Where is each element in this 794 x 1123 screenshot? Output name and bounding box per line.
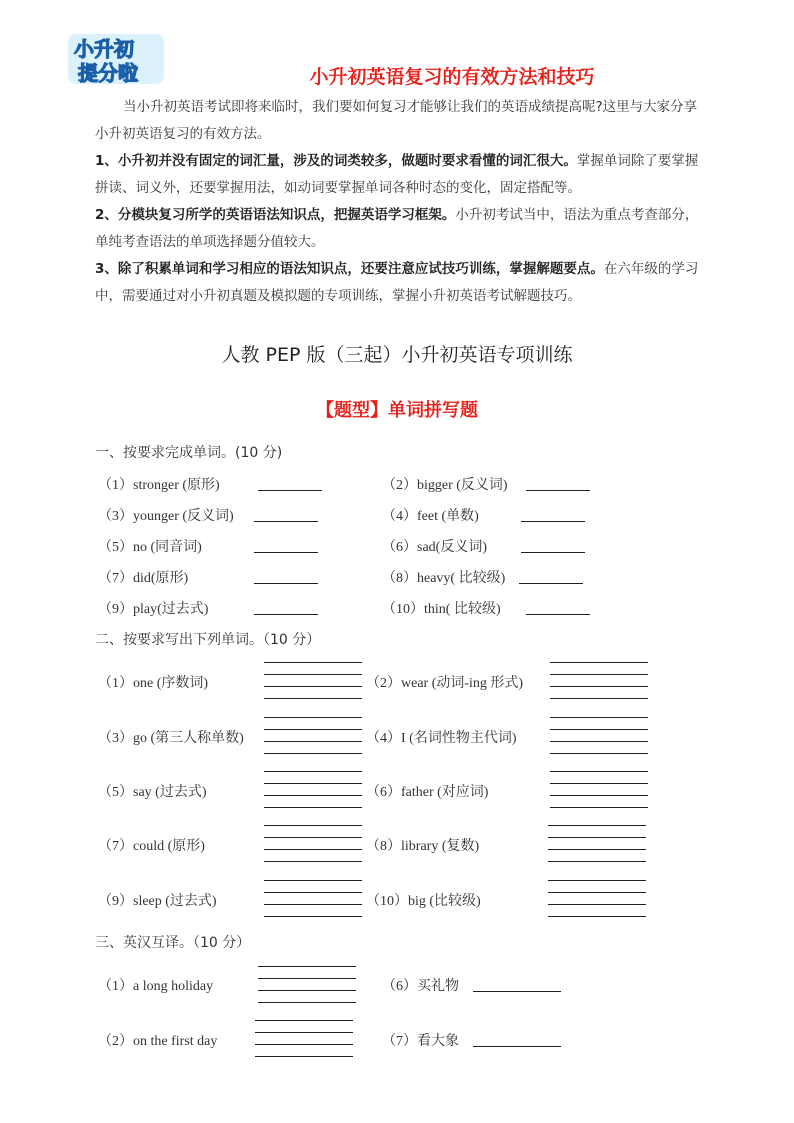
s1-question: （5）no (同音词) xyxy=(98,540,202,555)
answer-lines[interactable] xyxy=(264,760,362,808)
intro-paragraph: 当小升初英语考试即将来临时，我们要如何复习才能够让我们的英语成绩提高呢?这里与大家分享小升初英语复习的有效方法。 xyxy=(95,99,698,142)
s2-question: （5）say (过去式) xyxy=(98,785,207,800)
section-1-heading: 一、按要求完成单词。(10 分) xyxy=(95,445,283,461)
answer-blank[interactable] xyxy=(254,521,318,522)
tip-1 xyxy=(95,148,705,202)
topic-heading: 【题型】单词拼写题 xyxy=(316,400,478,421)
tip-1-bold: 1、小升初并没有固定的词汇量，涉及的词类较多，做题时要求看懂的词汇很大。 xyxy=(95,153,577,169)
s1-question: （3）younger (反义词) xyxy=(98,509,234,524)
s1-question: （10）thin( 比较级) xyxy=(382,602,501,617)
s2-question: （6）father (对应词) xyxy=(366,785,489,800)
answer-blank[interactable] xyxy=(473,1046,561,1047)
answer-blank[interactable] xyxy=(258,490,322,491)
answer-lines[interactable] xyxy=(548,869,646,917)
s3-question: （6）买礼物 xyxy=(382,979,459,994)
answer-lines[interactable] xyxy=(258,955,356,1003)
answer-blank[interactable] xyxy=(254,583,318,584)
section-2-heading: 二、按要求写出下列单词。（10 分） xyxy=(95,632,321,648)
s1-question: （9）play(过去式) xyxy=(98,602,209,617)
tip-3 xyxy=(95,256,705,310)
svg-text:提分啦: 提分啦 xyxy=(78,61,138,85)
s2-question: （2）wear (动词-ing 形式) xyxy=(366,676,524,691)
s1-question: （8）heavy( 比较级) xyxy=(382,571,506,586)
s3-question: （2）on the first day xyxy=(98,1034,218,1049)
answer-lines[interactable] xyxy=(264,651,362,699)
tip-3-bold: 3、除了积累单词和学习相应的语法知识点，还要注意应试技巧训练，掌握解题要点。 xyxy=(95,261,604,277)
page-title: 人教 PEP 版（三起）小升初英语专项训练 xyxy=(221,344,573,366)
answer-lines[interactable] xyxy=(264,814,362,862)
s1-question: （4）feet (单数) xyxy=(382,509,479,524)
header-title: 小升初英语复习的有效方法和技巧 xyxy=(309,66,595,88)
answer-blank[interactable] xyxy=(526,490,590,491)
answer-blank[interactable] xyxy=(521,552,585,553)
tip-1-text: 掌握单词除了要掌握拼读、词义外，还要掌握用法，如动词要掌握单词各种时态的变化，固定搭配等。 xyxy=(95,153,699,196)
s2-question: （9）sleep (过去式) xyxy=(98,894,217,909)
tip-2-text: 小升初考试当中，语法为重点考查部分，单纯考查语法的单项选择题分值较大。 xyxy=(95,207,699,250)
s1-question: （7）did(原形) xyxy=(98,571,189,586)
answer-lines[interactable] xyxy=(550,651,648,699)
s2-question: （4）I (名词性物主代词) xyxy=(366,731,517,746)
s1-question: （2）bigger (反义词) xyxy=(382,478,508,493)
tip-2-bold: 2、分模块复习所学的英语语法知识点，把握英语学习框架。 xyxy=(95,207,456,223)
s1-question: （1）stronger (原形) xyxy=(98,478,220,493)
s2-question: （1）one (序数词) xyxy=(98,676,209,691)
svg-text:小升初: 小升初 xyxy=(74,37,134,61)
tip-2 xyxy=(95,202,705,256)
s3-question: （7）看大象 xyxy=(382,1034,459,1049)
answer-lines[interactable] xyxy=(550,706,648,754)
answer-blank[interactable] xyxy=(473,991,561,992)
s3-question: （1）a long holiday xyxy=(98,979,214,994)
answer-blank[interactable] xyxy=(254,552,318,553)
answer-lines[interactable] xyxy=(264,869,362,917)
s2-question: （10）big (比较级) xyxy=(366,894,481,909)
s2-question: （7）could (原形) xyxy=(98,839,205,854)
answer-blank[interactable] xyxy=(254,614,318,615)
s1-question: （6）sad(反义词) xyxy=(382,540,487,555)
section-3-heading: 三、英汉互译。（10 分） xyxy=(95,935,251,951)
tip-3-text: 在六年级的学习中，需要通过对小升初真题及模拟题的专项训练，掌握小升初英语考试解题技巧。 xyxy=(95,261,699,304)
answer-blank[interactable] xyxy=(521,521,585,522)
s2-question: （8）library (复数) xyxy=(366,839,480,854)
answer-lines[interactable] xyxy=(264,706,362,754)
answer-lines[interactable] xyxy=(255,1009,353,1057)
s2-question: （3）go (第三人称单数) xyxy=(98,731,244,746)
answer-lines[interactable] xyxy=(548,814,646,862)
answer-blank[interactable] xyxy=(526,614,590,615)
answer-lines[interactable] xyxy=(550,760,648,808)
answer-blank[interactable] xyxy=(519,583,583,584)
